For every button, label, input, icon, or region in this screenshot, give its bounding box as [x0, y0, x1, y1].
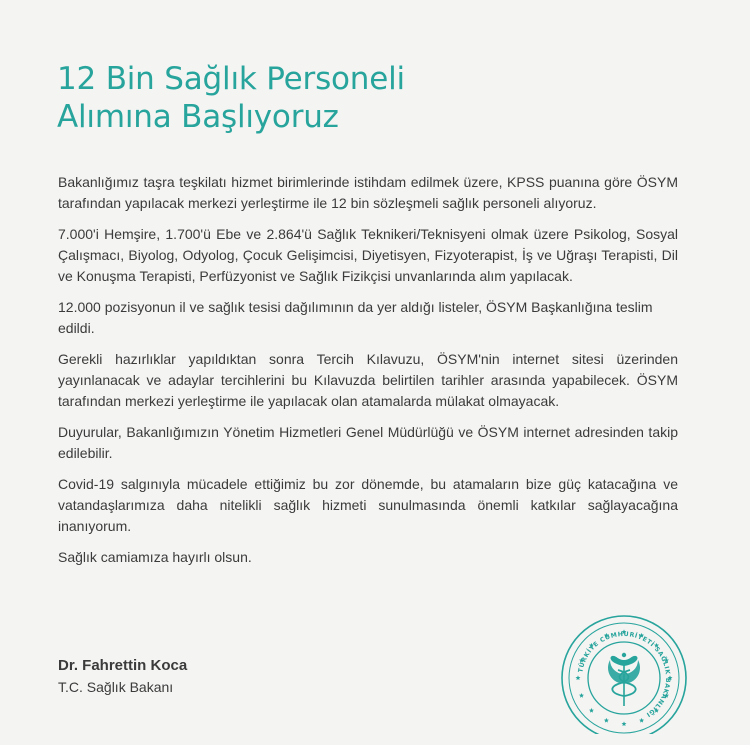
caduceus-icon [608, 653, 640, 706]
seal-star [579, 693, 584, 698]
signature-block [58, 655, 187, 697]
announcement-body [58, 172, 678, 578]
paragraph: Covid-19 salgınıyla mücadele ettiğimiz bu zor dönemde, bu atamaların bize güç katacağına ve vatandaşlarımıza daha nitelikli sağlık hizmeti sunulmasında önemli katkılar sağlayacağına inanıyorum. [58, 476, 678, 534]
paragraph: 7.000'i Hemşire, 1.700'ü Ebe ve 2.864'ü Sağlık Teknikeri/Teknisyeni olmak üzere Psikolog, Sosyal Çalışmacı, Biyolog, Odyolog, Çocuk Gelişimcisi, Diyetisyen, Fizyoterapist, İş ve Uğraşı Terapisti, Dil ve Konuşma Terapisti, Perfüzyonist ve Sağlık Fizikçisi unvanlarında alım yapılacak. [58, 226, 678, 284]
seal-text: TÜRKİYE CUMHURİYETİ SAĞLIK BAKANLIĞI [577, 630, 672, 719]
signature-role: T.C. Sağlık Bakanı [58, 679, 174, 695]
page-title-line-1: 12 Bin Sağlık Personeli [57, 61, 405, 97]
ministry-seal-logo [552, 608, 696, 734]
page-title-line-2: Alımına Başlıyoruz [57, 99, 339, 135]
signature-name: Dr. Fahrettin Koca [58, 657, 188, 674]
seal-star [576, 675, 581, 680]
seal-star [639, 718, 644, 723]
seal-star [604, 718, 609, 723]
paragraph: Sağlık camiamıza hayırlı olsun. [58, 549, 252, 565]
paragraph: Duyurular, Bakanlığımızın Yönetim Hizmetleri Genel Müdürlüğü ve ÖSYM internet adresinden takip edilebilir. [58, 424, 678, 461]
paragraph: Bakanlığımız taşra teşkilatı hizmet birimlerinde istihdam edilmek üzere, KPSS puanına göre ÖSYM tarafından yapılacak merkezi yerleştirme ile 12 bin sözleşmeli sağlık personeli alıyoruz. [58, 174, 678, 211]
paragraph: 12.000 pozisyonun il ve sağlık tesisi dağılımının da yer aldığı listeler, ÖSYM Başkanlığına teslim edildi. [58, 299, 653, 336]
seal-star [589, 708, 594, 713]
page-title [57, 60, 405, 136]
paragraph: Gerekli hazırlıklar yapıldıktan sonra Tercih Kılavuzu, ÖSYM'nin internet sitesi üzerinden yayınlanacak ve adaylar tercihlerini bu Kılavuzda belirtilen tarihler arasında yapabilecek. ÖSYM tarafından merkezi yerleştirme ile yapılacak olan atamalarda mülakat olmayacak. [58, 351, 678, 409]
seal-star [622, 721, 627, 726]
